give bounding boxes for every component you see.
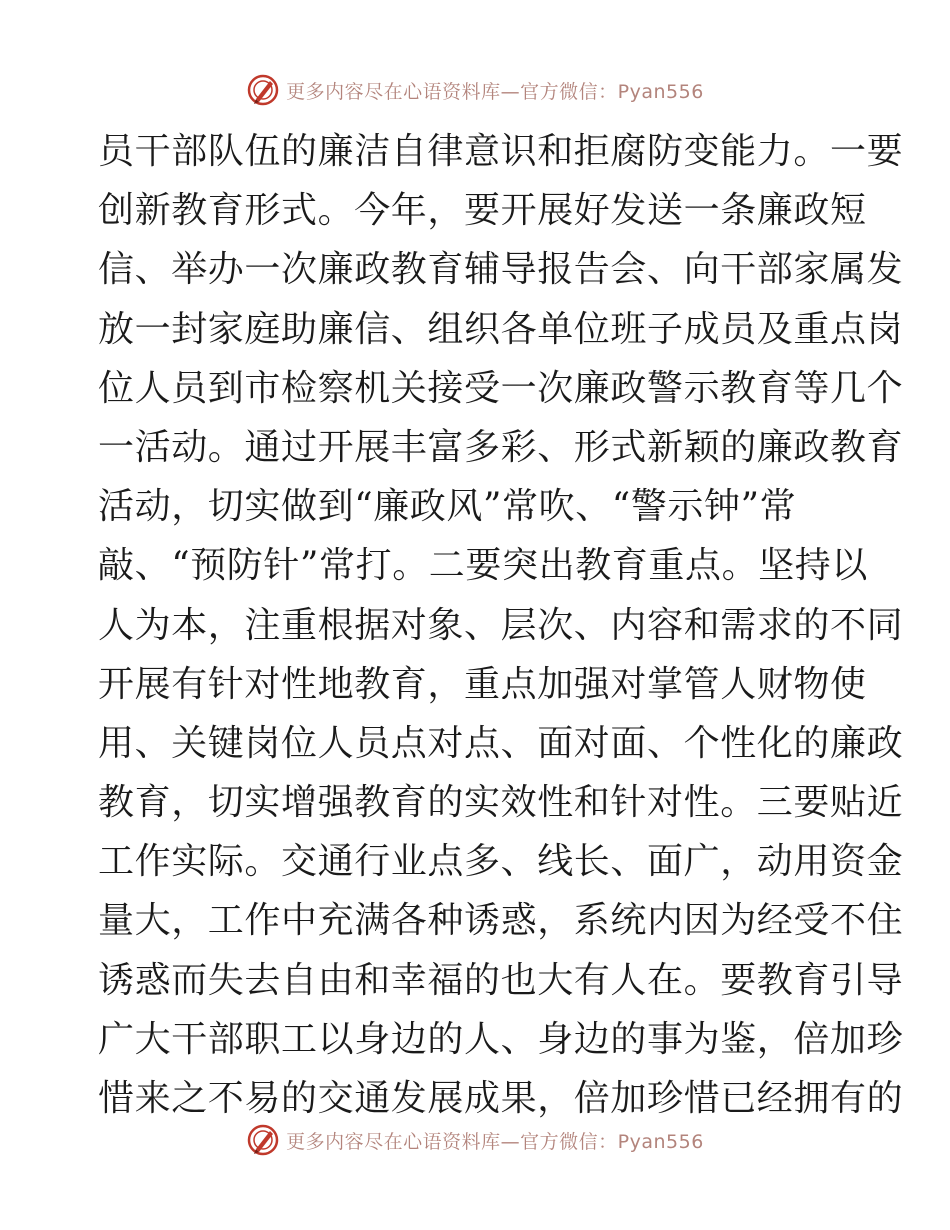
body-line: 创新教育形式。今年，要开展好发送一条廉政短 [98, 190, 867, 232]
body-line: 一活动。通过开展丰富多彩、形式新颖的廉政教育 [98, 426, 904, 468]
pen-logo-icon [246, 73, 280, 107]
body-line: 广大干部职工以身边的人、身边的事为鉴，倍加珍 [98, 1018, 904, 1060]
body-line: 开展有针对性地教育，重点加强对掌管人财物使 [98, 663, 867, 705]
body-line: 员干部队伍的廉洁自律意识和拒腐防变能力。一要 [98, 131, 904, 172]
footer-watermark [0, 1120, 950, 1160]
body-line: 量大，工作中充满各种诱惑，系统内因为经受不住 [98, 900, 904, 942]
document-body [98, 122, 904, 1128]
body-line: 信、举办一次廉政教育辅导报告会、向干部家属发 [98, 249, 904, 291]
body-line: 教育，切实增强教育的实效性和针对性。三要贴近 [98, 782, 904, 824]
body-line: 工作实际。交通行业点多、线长、面广，动用资金 [98, 841, 904, 883]
body-line: 诱惑而失去自由和幸福的也大有人在。要教育引导 [98, 959, 904, 1001]
body-line: 人为本，注重根据对象、层次、内容和需求的不同 [98, 604, 904, 646]
body-line: 活动，切实做到“廉政风”常吹、“警示钟”常 [98, 486, 797, 528]
body-line: 放一封家庭助廉信、组织各单位班子成员及重点岗 [98, 308, 904, 350]
body-line: 位人员到市检察机关接受一次廉政警示教育等几个 [98, 367, 904, 409]
body-line: 惜来之不易的交通发展成果，倍加珍惜已经拥有的 [98, 1078, 904, 1119]
pen-logo-icon [246, 1123, 280, 1157]
watermark-text: 更多内容尽在心语资料库—官方微信：Pyan556 [286, 1130, 704, 1153]
body-line: 敲、“预防针”常打。二要突出教育重点。坚持以 [98, 545, 869, 587]
watermark-text: 更多内容尽在心语资料库—官方微信：Pyan556 [286, 80, 704, 103]
body-line: 用、关键岗位人员点对点、面对面、个性化的廉政 [98, 722, 904, 764]
header-watermark [0, 70, 950, 110]
